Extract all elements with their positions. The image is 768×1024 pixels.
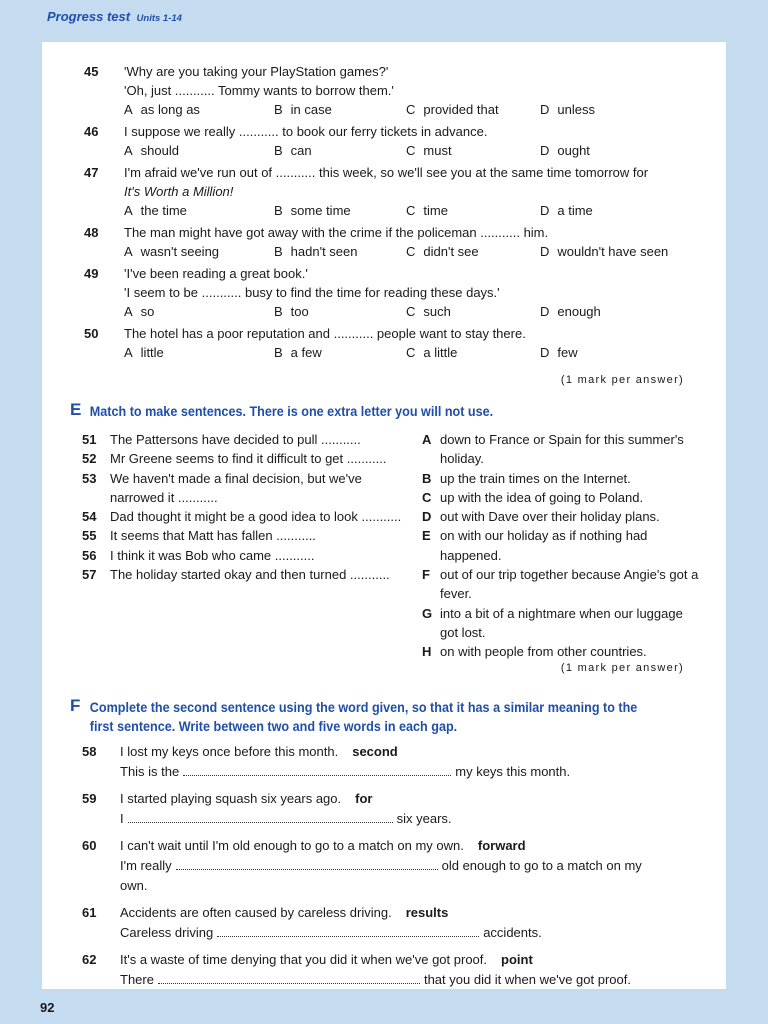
list-item: B up the train times on the Internet. — [422, 470, 631, 486]
section-e-heading — [70, 402, 710, 421]
worksheet-page — [42, 42, 726, 989]
section-instruction: Match to make sentences. There is one extra letter you will not use. — [89, 403, 494, 419]
question-text: The man might have got away with the crime if the policeman ........... him. — [124, 225, 549, 240]
question-50 — [42, 324, 726, 362]
question-62 — [42, 950, 726, 990]
gap-start: I'm really — [120, 858, 172, 873]
option-c[interactable]: C provided that — [406, 102, 499, 117]
option-b[interactable]: B some time — [274, 203, 351, 218]
question-text: The hotel has a poor reputation and ........... people want to stay there. — [124, 326, 526, 341]
option-d[interactable]: D ought — [540, 143, 590, 158]
list-item: G into a bit of a nightmare when our luggage got lost. — [422, 605, 683, 640]
list-item: H on with people from other countries. — [422, 644, 647, 660]
options-row — [42, 201, 726, 220]
question-number: 58 — [82, 744, 97, 759]
list-item: 55 It seems that Matt has fallen ........... — [82, 528, 316, 544]
question-number: 49 — [84, 266, 99, 281]
list-item: 51 The Pattersons have decided to pull ........... — [82, 432, 361, 447]
list-item: 54 Dad thought it might be a good idea to look ........... — [82, 509, 402, 525]
question-text: 'I seem to be ........... busy to find the time for reading these days.' — [124, 285, 500, 300]
option-c[interactable]: C didn't see — [406, 244, 479, 259]
list-item: 56 I think it was Bob who came ........... — [82, 547, 315, 563]
question-number: 50 — [84, 326, 99, 341]
list-item: 57 The holiday started okay and then turned ........... — [82, 567, 390, 583]
question-text: I'm afraid we've run out of ........... this week, so we'll see you at the same time tomorrow for — [124, 165, 649, 180]
key-word: second — [352, 744, 398, 759]
option-d[interactable]: D enough — [540, 304, 601, 319]
key-word: for — [355, 791, 373, 806]
question-number: 45 — [84, 64, 99, 79]
option-a[interactable]: A wasn't seeing — [124, 244, 220, 259]
list-item: 53 We haven't made a final decision, but we've narrowed it ........... — [82, 470, 362, 505]
question-text: 'Oh, just ........... Tommy wants to borrow them.' — [124, 83, 394, 98]
question-59 — [42, 789, 726, 829]
option-b[interactable]: B can — [274, 143, 312, 158]
question-45 — [42, 62, 726, 119]
option-a[interactable]: A the time — [124, 203, 187, 218]
gap-end: my keys this month. — [455, 764, 571, 779]
option-c[interactable]: C a little — [406, 345, 458, 360]
options-row — [42, 100, 726, 119]
question-48 — [42, 223, 726, 261]
option-c[interactable]: C must — [406, 143, 452, 158]
question-60 — [42, 836, 726, 896]
option-a[interactable]: A as long as — [124, 102, 200, 117]
gap-start: I — [120, 811, 124, 826]
list-item: C up with the idea of going to Poland. — [422, 489, 644, 505]
section-f-heading — [70, 698, 730, 736]
original-sentence: I started playing squash six years ago. — [120, 791, 342, 806]
option-b[interactable]: B too — [274, 304, 309, 319]
gap-end: that you did it when we've got proof. — [423, 972, 631, 987]
section-letter: E — [70, 400, 82, 419]
question-number: 48 — [84, 225, 99, 240]
option-d[interactable]: D wouldn't have seen — [540, 244, 669, 259]
option-c[interactable]: C time — [406, 203, 448, 218]
option-b[interactable]: B hadn't seen — [274, 244, 358, 259]
option-b[interactable]: B in case — [274, 102, 332, 117]
sentence-beginnings — [82, 430, 412, 584]
original-sentence: It's a waste of time denying that you did it when we've got proof. — [120, 952, 488, 967]
option-b[interactable]: B a few — [274, 345, 322, 360]
question-47 — [42, 163, 726, 220]
options-row — [42, 242, 726, 261]
multiple-choice-list — [42, 62, 726, 365]
answer-gap[interactable] — [158, 971, 420, 984]
question-number: 60 — [82, 838, 97, 853]
question-number: 62 — [82, 952, 97, 967]
question-number: 61 — [82, 905, 97, 920]
list-item: A down to France or Spain for this summer's holiday. — [422, 432, 684, 467]
question-text: 'Why are you taking your PlayStation games?' — [124, 64, 389, 79]
option-a[interactable]: A little — [124, 345, 164, 360]
question-text: 'I've been reading a great book.' — [124, 266, 308, 281]
gap-end: accidents. — [483, 925, 542, 940]
answer-gap[interactable] — [176, 857, 438, 870]
key-word: point — [501, 952, 533, 967]
question-49 — [42, 264, 726, 321]
list-item: D out with Dave over their holiday plans. — [422, 509, 660, 525]
list-item: F out of our trip together because Angie's got a fever. — [422, 567, 699, 602]
page-header — [47, 8, 182, 26]
question-text: I suppose we really ........... to book our ferry tickets in advance. — [124, 124, 488, 139]
option-a[interactable]: A so — [124, 304, 155, 319]
options-row — [42, 302, 726, 321]
header-subtitle: Units 1-14 — [136, 13, 182, 24]
mark-note: (1 mark per answer) — [560, 374, 684, 386]
option-c[interactable]: C such — [406, 304, 451, 319]
page-number: 92 — [40, 1000, 55, 1015]
mark-note: (1 mark per answer) — [560, 662, 684, 674]
options-row — [42, 343, 726, 362]
question-number: 47 — [84, 165, 99, 180]
question-text-italic: It's Worth a Million! — [124, 184, 234, 199]
key-word: forward — [477, 838, 526, 853]
option-a[interactable]: A should — [124, 143, 179, 158]
answer-gap[interactable] — [183, 763, 451, 776]
gap-start: This is the — [120, 764, 180, 779]
sentence-endings — [422, 430, 702, 662]
original-sentence: Accidents are often caused by careless driving. — [120, 905, 392, 920]
transformation-exercise — [42, 742, 726, 997]
original-sentence: I can't wait until I'm old enough to go to a match on my own. — [120, 838, 464, 853]
key-word: results — [405, 905, 449, 920]
option-d[interactable]: D few — [540, 345, 578, 360]
list-item: E on with our holiday as if nothing had happened. — [422, 528, 648, 563]
gap-end: old enough to go to a match on my own. — [120, 858, 642, 893]
header-title: Progress test — [47, 9, 131, 24]
section-instruction: Complete the second sentence using the word given, so that it has a similar meaning to the first sentence. Write between two and five words in each gap. — [89, 699, 638, 734]
gap-start: Careless driving — [120, 925, 214, 940]
option-d[interactable]: D a time — [540, 203, 593, 218]
original-sentence: I lost my keys once before this month. — [120, 744, 339, 759]
question-61 — [42, 903, 726, 943]
gap-start: There — [120, 972, 154, 987]
list-item: 52 Mr Greene seems to find it difficult to get ........... — [82, 451, 387, 467]
question-number: 46 — [84, 124, 99, 139]
question-58 — [42, 742, 726, 782]
question-46 — [42, 122, 726, 160]
options-row — [42, 141, 726, 160]
answer-gap[interactable] — [217, 924, 479, 937]
question-number: 59 — [82, 791, 97, 806]
gap-end: six years. — [396, 811, 452, 826]
option-d[interactable]: D unless — [540, 102, 595, 117]
section-letter: F — [70, 696, 81, 715]
answer-gap[interactable] — [128, 810, 393, 823]
